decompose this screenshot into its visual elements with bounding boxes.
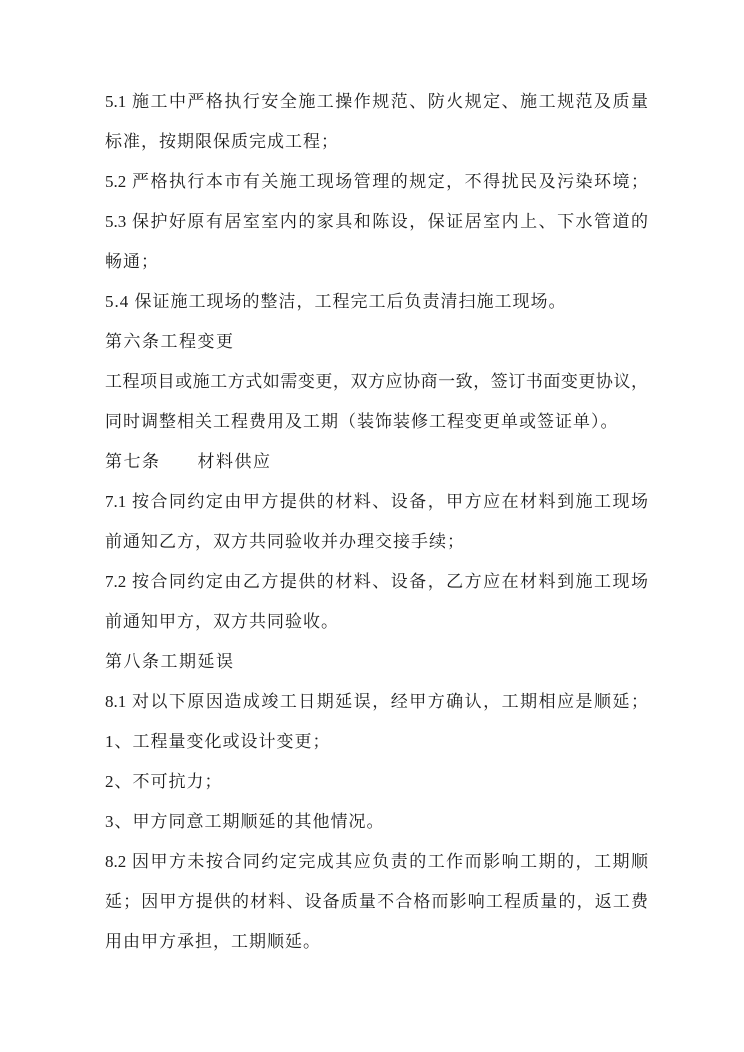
paragraph-line: 7.2 按合同约定由乙方提供的材料、设备，乙方应在材料到施工现场 [105,572,648,591]
paragraph-line: 1、工程量变化或设计变更； [105,732,331,751]
paragraph-line: 8.2 因甲方未按合同约定完成其应负责的工作而影响工期的，工期顺 [105,852,648,871]
paragraph-line: 畅通； [105,252,159,271]
paragraph-line: 同时调整相关工程费用及工期（装饰装修工程变更单或签证单）。 [105,412,619,431]
paragraph-line: 8.1 对以下原因造成竣工日期延误，经甲方确认，工期相应是顺延； [105,692,648,711]
paragraph-line: 5.2 严格执行本市有关施工现场管理的规定，不得扰民及污染环境； [105,172,648,191]
paragraph-line: 7.1 按合同约定由甲方提供的材料、设备，甲方应在材料到施工现场 [105,492,648,511]
paragraph-line: 前通知乙方，双方共同验收并办理交接手续； [105,532,465,551]
section-heading: 第八条工期延误 [105,652,235,671]
paragraph-line: 5.3 保护好原有居室室内的家具和陈设，保证居室内上、下水管道的 [105,212,648,231]
paragraph-line: 3、甲方同意工期顺延的其他情况。 [105,812,385,831]
paragraph-line: 延；因甲方提供的材料、设备质量不合格而影响工程质量的，返工费 [105,892,648,911]
paragraph-line: 2、不可抗力； [105,772,223,791]
paragraph-line: 5.4 保证施工现场的整洁，工程完工后负责清扫施工现场。 [105,292,567,311]
section-heading: 第七条 材料供应 [105,452,272,471]
section-heading: 第六条工程变更 [105,332,235,351]
paragraph-line: 前通知甲方，双方共同验收。 [105,612,339,631]
paragraph-line: 5.1 施工中严格执行安全施工操作规范、防火规定、施工规范及质量 [105,92,648,111]
document-text-block [105,82,648,962]
paragraph-line: 用由甲方承担，工期顺延。 [105,932,321,951]
paragraph-line: 工程项目或施工方式如需变更，双方应协商一致，签订书面变更协议， [105,372,648,391]
paragraph-line: 标准，按期限保质完成工程； [105,132,339,151]
